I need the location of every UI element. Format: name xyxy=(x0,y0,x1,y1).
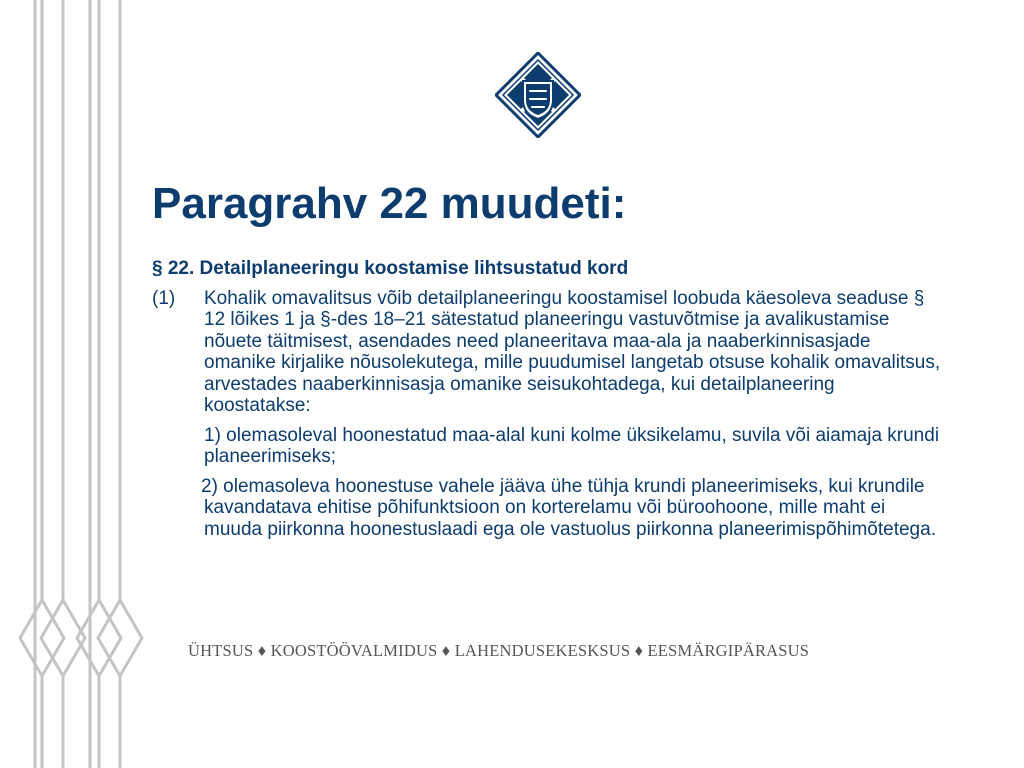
list-item: 2) olemasoleva hoonestuse vahele jääva ühe tühja krundi planeerimiseks, kui krundile kavandatava ehitise põhifunktsioon on korterelamu või büroohoone, mille maht ei muuda piirkonna hoonestuslaadi ega ole vastuolus piirkonna planeerimispõhimõtetega. xyxy=(201,475,936,540)
decorative-side-lines xyxy=(0,0,160,768)
coat-of-arms-logo xyxy=(495,52,581,138)
paragraph-1 xyxy=(152,288,942,417)
paragraph-number: (1) xyxy=(152,287,176,309)
section-heading: § 22. Detailplaneeringu koostamise lihtsustatud kord xyxy=(152,258,629,279)
footer-values: ÜHTSUS ♦ KOOSTÖÖVALMIDUS ♦ LAHENDUSEKESKSUS ♦ EESMÄRGIPÄRASUS xyxy=(188,641,810,660)
list-item: 1) olemasoleval hoonestatud maa-alal kuni kolme üksikelamu, suvila või aiamaja krundi planeerimiseks; xyxy=(204,424,940,467)
slide-title: Paragrahv 22 muudeti: xyxy=(152,179,627,228)
paragraph-text: Kohalik omavalitsus võib detailplaneeringu koostamisel loobuda käesoleva seaduse § 12 lõikes 1 ja §-des 18–21 sätestatud planeeringu vastuvõtmise ja avalikustamise nõuete täitmisest, asendades need planeeritava maa-ala ja naaberkinnisasjade omanike kirjalike nõusolekutega, mille puudumisel langetab otsuse kohalik omavalitsus, arvestades naaberkinnisasja omanike seisukohtadega, kui detailplaneering koostatakse: xyxy=(204,287,941,416)
slide-content xyxy=(152,258,942,540)
